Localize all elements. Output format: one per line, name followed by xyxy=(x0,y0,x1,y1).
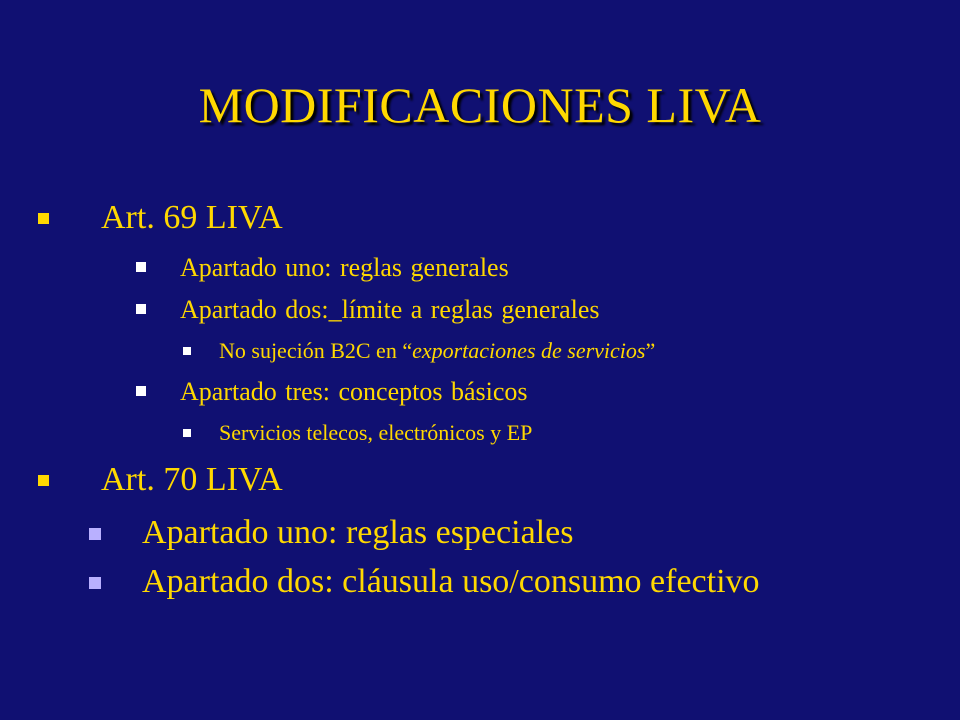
square-bullet-icon xyxy=(136,386,146,396)
list-item-text: No sujeción B2C en “exportaciones de servicios” xyxy=(219,338,656,363)
square-bullet-icon xyxy=(38,213,49,224)
square-bullet-icon xyxy=(136,262,146,272)
list-item-text: Apartado tres: conceptos básicos xyxy=(180,377,528,406)
square-bullet-icon xyxy=(38,475,49,486)
square-bullet-icon xyxy=(89,577,101,589)
square-bullet-icon xyxy=(89,528,101,540)
square-bullet-icon xyxy=(183,429,191,437)
list-item-text: Art. 70 LIVA xyxy=(101,461,283,498)
list-item-text: Servicios telecos, electrónicos y EP xyxy=(219,420,533,445)
list-item-text: Apartado uno: reglas generales xyxy=(180,253,509,282)
square-bullet-icon xyxy=(136,304,146,314)
list-item-text: Apartado uno: reglas especiales xyxy=(142,514,574,551)
slide-title: MODIFICACIONES LIVA xyxy=(198,77,762,133)
list-item-text: Apartado dos: cláusula uso/consumo efectivo xyxy=(142,563,760,600)
list-item-text: Art. 69 LIVA xyxy=(101,199,283,236)
square-bullet-icon xyxy=(183,347,191,355)
list-item-text: Apartado dos:_límite a reglas generales xyxy=(180,295,600,324)
